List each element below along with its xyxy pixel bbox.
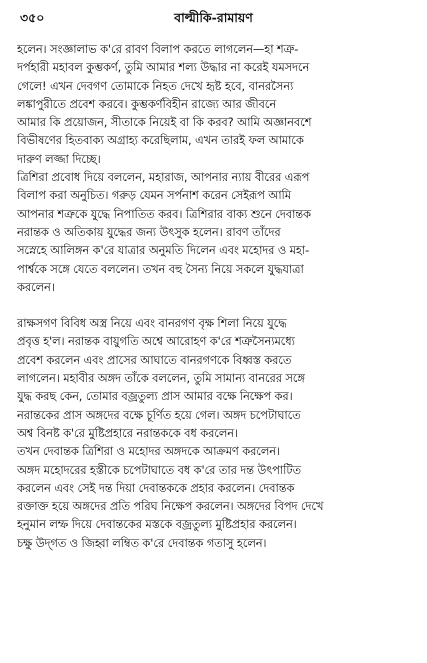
- paragraph: [17, 168, 412, 296]
- text-line: নরান্তক ও অতিকায় যুদ্ধের জন্য উৎসুক হলেন। রাবণ তাঁদের: [17, 224, 281, 239]
- text-line: ত্রিশিরা প্রবোধ দিয়ে বললেন, মহারাজ, আপনার ন্যায় বীরের এরূপ: [17, 170, 310, 185]
- paragraph: [17, 442, 412, 552]
- text-line: রক্তাক্ত হয়ে অঙ্গদের প্রতি পরিঘ নিক্ষেপ করলেন। অঙ্গদের বিপদ দেখে: [17, 499, 324, 514]
- running-title: বাল্মীকি-রামায়ণ: [174, 10, 253, 25]
- page-number: ৩৫০: [20, 10, 45, 25]
- text-line: আপনার শত্রুকে যুদ্ধে নিপাতিত করব। ত্রিশিরার বাক্য শুনে দেবান্তক: [17, 206, 311, 221]
- text-line: আমার কি প্রয়োজন, সীতাকে নিয়েই বা কি করব? আমি অজ্ঞানবশে: [17, 115, 312, 130]
- text-line: প্রবেশ করলেন এবং প্রাসের আঘাতে বানরগণকে বিধ্বস্ত করতে: [17, 352, 292, 367]
- text-line: হনুমান লম্ফ দিয়ে দেবান্তকের মস্তকে বজ্রতুল্য মুষ্টিপ্রহার করলেন।: [17, 517, 297, 532]
- text-line: পার্শ্বকে সঙ্গে যেতে বললেন। তখন বহু সৈন্য নিয়ে সকলে যুদ্ধযাত্রা: [17, 261, 304, 276]
- text-line: রাক্ষসগণ বিবিধ অস্ত্র নিয়ে এবং বানরগণ বৃক্ষ শিলা নিয়ে যুদ্ধে: [17, 316, 287, 331]
- paragraph-gap: [17, 296, 412, 314]
- text-line: বিলাপ করা অনুচিত। গরুড় যেমন সর্পনাশ করেন সেইরূপ আমি: [17, 188, 291, 203]
- text-line: করলেন।: [17, 279, 55, 294]
- page-header: [20, 10, 407, 28]
- text-line: লঙ্কাপুরীতে প্রবেশ করবে। কুম্ভকর্ণবিহীন রাজ্যে আর জীবনে: [17, 96, 277, 111]
- text-line: লাগলেন। মহাবীর অঙ্গদ তাঁকে বললেন, তুমি সামান্য বানরের সঙ্গে: [17, 371, 305, 386]
- body-text: [17, 40, 412, 552]
- text-line: অশ্ব বিনষ্ট ক'রে মুষ্টিপ্রহারে নরান্তককে বধ করলেন।: [17, 425, 238, 440]
- text-line: প্রবৃত্ত হ'ল। নরান্তক বায়ুগতি অশ্বে আরোহণ ক'রে শত্রুসৈন্যমধ্যে: [17, 334, 295, 349]
- text-line: দর্পহারী মহাবল কুম্ভকর্ণ, তুমি আমার শল্য উদ্ধার না করেই যমসদনে: [17, 60, 310, 75]
- text-line: হলেন। সংজ্ঞালাভ ক'রে রাবণ বিলাপ করতে লাগলেন—হা শত্রু-: [17, 42, 299, 56]
- text-line: চক্ষু উদ্‌গত ও জিহ্বা লম্বিত ক'রে দেবান্তক গতাসু হলেন।: [17, 535, 267, 550]
- text-line: বিভীষণের হিতবাক্য অগ্রাহ্য করেছিলাম, এখন তারই ফল আমাকে: [17, 133, 304, 148]
- text-line: গেলে! এখন দেবগণ তোমাকে নিহত দেখে হৃষ্ট হবে, বানরসৈন্য: [17, 78, 294, 93]
- text-line: করলেন এবং সেই দন্ত দিয়া দেবান্তককে প্রহার করলেন। দেবান্তক: [17, 480, 295, 495]
- text-line: তখন দেবান্তক ত্রিশিরা ও মহোদর অঙ্গদকে আক্রমণ করলেন।: [17, 444, 280, 459]
- text-line: সস্নেহে আলিঙ্গন ক'রে যাত্রার অনুমতি দিলেন এবং মহোদর ও মহা-: [17, 243, 310, 258]
- text-line: যুদ্ধ করছ কেন, তোমার বজ্রতুল্য প্রাস আমার বক্ষে নিক্ষেপ কর।: [17, 389, 293, 404]
- text-line: অঙ্গদ মহোদরের হস্তীকে চপেটাঘাতে বধ ক'রে তার দন্ত উৎপাটিত: [17, 462, 301, 477]
- text-line: দারুণ লজ্জা দিচ্ছে।: [17, 151, 101, 166]
- paragraph: [17, 40, 412, 168]
- text-line: নরান্তকের প্রাস অঙ্গদের বক্ষে চূর্ণিত হয়ে গেল। অঙ্গদ চপেটাঘাতে: [17, 407, 301, 422]
- paragraph: [17, 314, 412, 442]
